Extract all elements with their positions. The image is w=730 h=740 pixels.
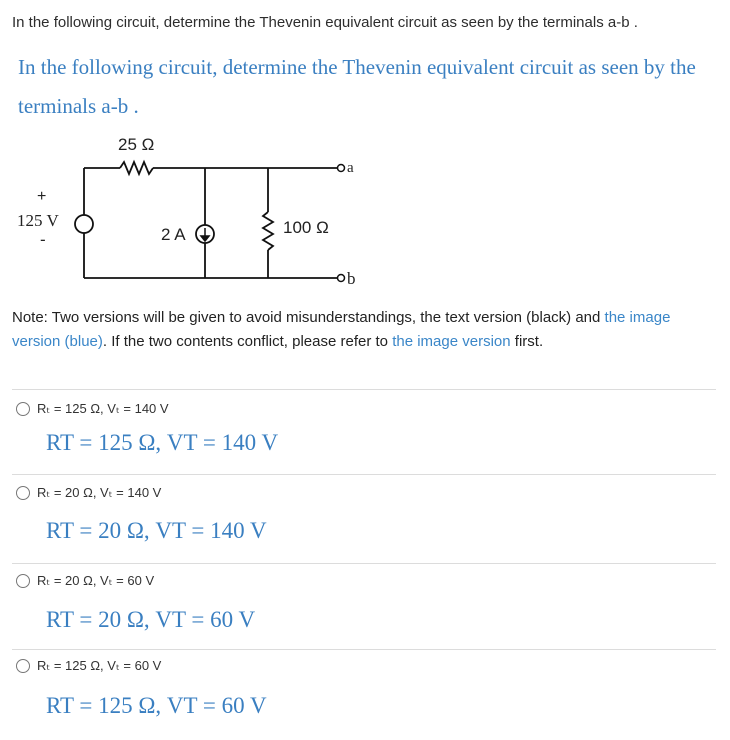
option-4-image-text: RT = 125 Ω, VT = 60 V <box>46 693 267 718</box>
voltage-source <box>75 215 93 233</box>
question-image-line-1: In the following circuit, determine the Thevenin equivalent circuit as seen by the <box>18 55 696 79</box>
resistor-25 <box>120 162 153 174</box>
separator <box>12 474 716 475</box>
terminal-a-dot <box>338 165 345 172</box>
note-part-2: . If the two contents conflict, please refer to <box>102 333 393 350</box>
option-2[interactable] <box>16 485 161 501</box>
option-2-image-text: RT = 20 Ω, VT = 140 V <box>46 518 267 543</box>
terminal-b-label: b <box>347 269 356 288</box>
separator <box>12 649 716 650</box>
question-text: In the following circuit, determine the Thevenin equivalent circuit as seen by the terminals a-b . <box>12 14 638 31</box>
r2-label: 100 Ω <box>283 218 329 237</box>
note <box>12 306 722 354</box>
option-3[interactable] <box>16 573 154 589</box>
note-link-1: the image version (blue) <box>12 309 671 350</box>
option-4-label: Rₜ = 125 Ω, Vₜ = 60 V <box>37 658 162 673</box>
source-v-label: 125 V <box>17 211 59 230</box>
option-2-label: Rₜ = 20 Ω, Vₜ = 140 V <box>37 485 162 500</box>
separator <box>12 389 716 390</box>
source-i-label: 2 A <box>161 225 186 244</box>
option-4[interactable] <box>16 658 161 674</box>
option-3-radio[interactable] <box>16 574 30 588</box>
option-1-image-text: RT = 125 Ω, VT = 140 V <box>46 430 279 455</box>
r1-label: 25 Ω <box>118 135 155 154</box>
option-4-radio[interactable] <box>16 659 30 673</box>
question-image-line-2: terminals a-b . <box>18 94 139 118</box>
minus-sign: - <box>40 230 46 249</box>
option-1-label: Rₜ = 125 Ω, Vₜ = 140 V <box>37 401 169 416</box>
note-part-3: first. <box>510 333 544 350</box>
note-link-2: the image version <box>392 333 511 350</box>
note-part-1: Note: Two versions will be given to avoid misunderstandings, the text version (black) and <box>12 309 605 326</box>
circuit-diagram <box>0 128 400 298</box>
separator <box>12 563 716 564</box>
plus-sign: + <box>37 188 47 205</box>
option-1[interactable] <box>16 401 169 417</box>
option-2-radio[interactable] <box>16 486 30 500</box>
current-arrow-head <box>201 236 209 241</box>
terminal-b-dot <box>338 275 345 282</box>
option-3-label: Rₜ = 20 Ω, Vₜ = 60 V <box>37 573 155 588</box>
terminal-a-label: a <box>347 160 354 176</box>
option-1-radio[interactable] <box>16 402 30 416</box>
option-3-image-text: RT = 20 Ω, VT = 60 V <box>46 607 256 632</box>
resistor-100 <box>263 212 273 250</box>
